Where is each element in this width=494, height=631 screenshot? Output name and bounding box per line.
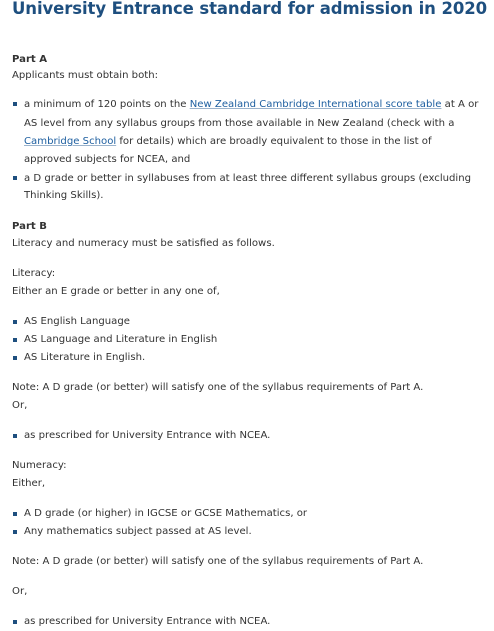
numeracy-either: Either,: [12, 478, 46, 489]
list-item: as prescribed for University Entrance with NCEA.: [24, 430, 271, 441]
numeracy-or: Or,: [12, 586, 28, 597]
list-item: AS Literature in English.: [24, 352, 146, 363]
cambridge-school-link[interactable]: Cambridge School: [24, 136, 117, 147]
part-a-heading: Part A: [12, 54, 48, 65]
literacy-or: Or,: [12, 400, 28, 411]
bullet-icon: [13, 620, 17, 624]
part-b-intro: Literacy and numeracy must be satisfied as follows.: [12, 238, 275, 249]
part-a-intro: Applicants must obtain both:: [12, 70, 159, 81]
list-item: AS English Language: [24, 316, 130, 327]
list-item: AS Language and Literature in English: [24, 334, 218, 345]
literacy-label: Literacy:: [12, 268, 56, 279]
bullet-icon: [13, 356, 17, 360]
numeracy-label: Numeracy:: [12, 460, 67, 471]
page-title: University Entrance standard for admission in 2020: [12, 0, 487, 18]
bullet-icon: [13, 530, 17, 534]
list-item: a D grade or better in syllabuses from at least three different syllabus groups (excluding: [24, 173, 472, 184]
list-item-cont: AS level from any syllabus groups from those available in New Zealand (check with a: [24, 118, 455, 129]
list-item: Any mathematics subject passed at AS level.: [24, 526, 252, 537]
literacy-either: Either an E grade or better in any one of,: [12, 286, 220, 297]
bullet-icon: [13, 512, 17, 516]
list-item: A D grade (or higher) in IGCSE or GCSE Mathematics, or: [24, 508, 308, 519]
literacy-note: Note: A D grade (or better) will satisfy one of the syllabus requirements of Part A.: [12, 382, 424, 393]
bullet-icon: [13, 434, 17, 438]
numeracy-note: Note: A D grade (or better) will satisfy one of the syllabus requirements of Part A.: [12, 556, 424, 567]
bullet-icon: [13, 102, 17, 106]
list-item-cont: Thinking Skills).: [24, 190, 104, 201]
score-table-link[interactable]: New Zealand Cambridge International score table: [189, 99, 442, 110]
bullet-icon: [13, 338, 17, 342]
list-item: as prescribed for University Entrance with NCEA.: [24, 616, 271, 627]
list-item: a minimum of 120 points on the New Zealand Cambridge International score table at A or: [24, 99, 479, 110]
part-b-heading: Part B: [12, 221, 47, 232]
bullet-icon: [13, 320, 17, 324]
list-item-cont: approved subjects for NCEA, and: [24, 154, 191, 165]
bullet-icon: [13, 176, 17, 180]
list-item-cont: Cambridge School for details) which are broadly equivalent to those in the list of: [24, 136, 432, 147]
